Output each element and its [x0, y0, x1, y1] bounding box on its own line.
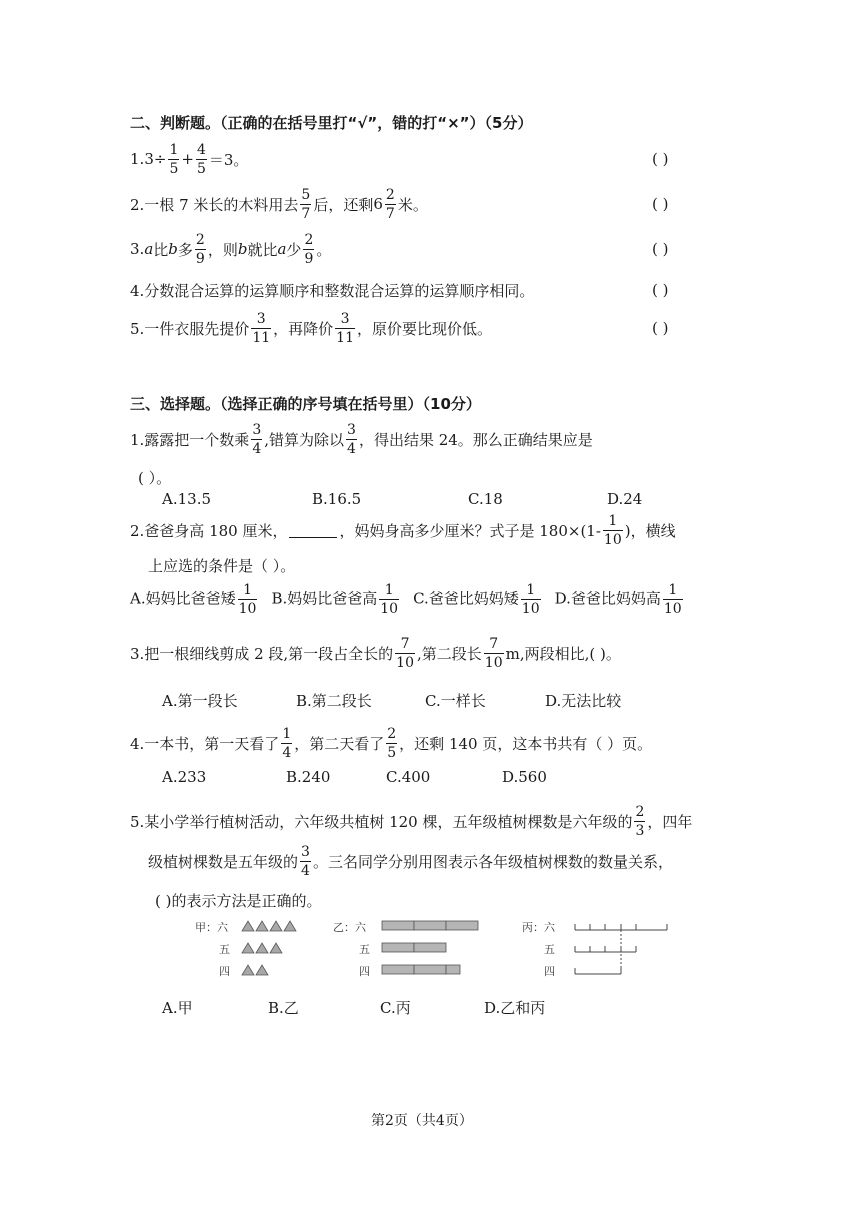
fraction: $\frac{5}{7}$	[301, 186, 311, 222]
q-text: 少	[286, 240, 302, 259]
q-text: )，横线	[624, 521, 676, 540]
q-number: 3.	[130, 240, 145, 258]
q-text: 5.一件衣服先提价	[130, 319, 250, 338]
fraction: $\frac{2}{3}$	[635, 803, 645, 839]
q-text: 米。	[397, 195, 428, 214]
fig-label: 五	[544, 943, 555, 956]
fraction: $\frac{1}{10}$	[603, 512, 622, 548]
answer-paren-4[interactable]: ( )	[652, 281, 669, 299]
fig-label: 五	[359, 943, 370, 956]
q-text: 比	[153, 240, 169, 259]
triangle-icons	[242, 921, 296, 975]
q-text: ，妈妈身高多少厘米？式子是 180×(1-	[339, 521, 601, 540]
q-text: 4.分数混合运算的运算顺序和整数混合运算的运算顺序相同。	[130, 281, 535, 300]
s3-question-4	[130, 719, 652, 767]
option[interactable]: D.560	[502, 768, 547, 786]
fraction: $\frac{7}{10}$	[484, 635, 503, 671]
s3-question-2	[130, 506, 676, 554]
fig-label: 丙：六	[522, 921, 555, 934]
option[interactable]: A.第一段长	[162, 692, 238, 710]
option[interactable]: B.妈妈比爸爸高 $\frac{1}{10}$	[271, 581, 399, 617]
s2-question-5	[130, 304, 492, 352]
fig-label: 四	[544, 965, 555, 978]
q-text: 就比	[247, 240, 278, 259]
fraction: $\frac{3}{4}$	[301, 843, 310, 879]
q-text: 4.一本书，第一天看了	[130, 734, 280, 753]
fig-label: 四	[359, 965, 370, 978]
option[interactable]: A.妈妈比爸爸矮 $\frac{1}{10}$	[130, 581, 257, 617]
q-text: 2.爸爸身高 180 厘米，	[130, 521, 288, 540]
fraction: $\frac{2}{5}$	[387, 725, 397, 761]
option[interactable]: B.乙	[268, 999, 299, 1017]
fraction: $\frac{2}{9}$	[195, 231, 205, 267]
section2-title: 二、判断题。（正确的在括号里打“√”，错的打“×”）（5分）	[130, 114, 533, 132]
q-text: ，还剩 140 页，这本书共有（ ）页。	[399, 734, 653, 753]
q-text: ，得出结果 24。那么正确结果应是	[358, 430, 593, 449]
q-text: 多	[177, 240, 193, 259]
bar-segments	[382, 921, 478, 974]
q-text: m,两段相比,( )。	[505, 644, 621, 663]
q-text: 。三名同学分别用图表示各年级植树棵数的数量关系，	[312, 852, 673, 871]
blank-line[interactable]	[289, 523, 337, 538]
option[interactable]: C.18	[468, 490, 503, 508]
q-text: 1.露露把一个数乘	[130, 430, 250, 449]
q-text: ，再降价	[273, 319, 334, 338]
q-text: 5.某小学举行植树活动，六年级共植树 120 棵，五年级植树棵数是六年级的	[130, 812, 633, 831]
var: b	[168, 240, 178, 258]
q-text: ，原价要比现价低。	[356, 319, 492, 338]
q-text: 3.把一根细线剪成 2 段,第一段占全长的	[130, 644, 394, 663]
fraction: $\frac{2}{9}$	[304, 231, 314, 267]
fraction: $\frac{1}{4}$	[282, 725, 292, 761]
option[interactable]: A.甲	[162, 999, 193, 1017]
q-text: ,错算为除以	[264, 430, 345, 449]
answer-paren-1[interactable]: ( )	[652, 150, 669, 168]
answer-paren-5[interactable]: ( )	[652, 319, 669, 337]
option[interactable]: B.240	[286, 768, 331, 786]
q-text: ，第二天看了	[294, 734, 385, 753]
q-text: ，则	[207, 240, 238, 259]
option[interactable]: D.乙和丙	[484, 999, 546, 1017]
answer-paren-2[interactable]: ( )	[652, 195, 669, 213]
fig-label: 甲：六	[195, 921, 228, 934]
s2-question-2	[130, 180, 428, 228]
answer-paren-3[interactable]: ( )	[652, 240, 669, 258]
q-text: 。	[316, 240, 332, 259]
option[interactable]: B.16.5	[312, 490, 362, 508]
option[interactable]: B.第二段长	[296, 692, 372, 710]
fraction: $\frac{4}{5}$	[196, 141, 206, 177]
option[interactable]: D.无法比较	[545, 692, 622, 710]
q-text: 后，还剩	[313, 195, 374, 214]
option[interactable]: D.24	[607, 490, 643, 508]
page-footer: 第2页（共4页）	[371, 1113, 473, 1129]
s2-question-1	[130, 135, 248, 183]
option[interactable]: C.爸爸比妈妈矮 $\frac{1}{10}$	[413, 581, 540, 617]
fraction: $\frac{3}{4}$	[252, 421, 262, 457]
fraction: $\frac{3}{4}$	[347, 421, 356, 457]
var: b	[237, 240, 248, 258]
s3-q2-answer[interactable]: 上应选的条件是（ ）。	[148, 557, 296, 575]
option[interactable]: C.400	[386, 768, 431, 786]
segment-lines	[575, 924, 667, 974]
fig-label: 乙：六	[333, 921, 366, 934]
s3-q5-answer[interactable]: ( )的表示方法是正确的。	[155, 892, 322, 910]
figure-graphics	[195, 916, 695, 980]
q-text: 级植树棵数是五年级的	[148, 852, 299, 871]
fraction: $\frac{3}{11}$	[252, 310, 271, 346]
var: a	[144, 240, 154, 258]
fraction: $\frac{3}{11}$	[336, 310, 354, 346]
q-text: ，四年	[647, 812, 693, 831]
fraction: $\frac{1}{5}$	[169, 141, 179, 177]
option[interactable]: C.丙	[380, 999, 411, 1017]
tree-planting-figure	[195, 916, 695, 980]
q-text: +	[181, 150, 194, 168]
mixed-number: 6 $\frac{2}{7}$	[373, 186, 395, 222]
s3-question-3	[130, 629, 621, 677]
q-text: 2.一根 7 米长的木料用去	[130, 195, 299, 214]
q-text: ＝3。	[208, 150, 249, 169]
fraction: $\frac{7}{10}$	[396, 635, 414, 671]
s3-q2-options	[130, 575, 685, 623]
s3-q5-line2	[148, 837, 673, 885]
fig-label: 五	[219, 943, 230, 956]
s3-question-1	[130, 415, 593, 463]
section3-title: 三、选择题。（选择正确的序号填在括号里）（10分）	[130, 395, 481, 413]
option[interactable]: A.13.5	[162, 490, 211, 508]
var: a	[277, 240, 287, 258]
q-text: 3÷	[144, 150, 167, 168]
option[interactable]: C.一样长	[425, 692, 486, 710]
q-number: 1.	[130, 150, 145, 168]
s3-q1-answer[interactable]: ( ）。	[138, 469, 172, 487]
fig-label: 四	[219, 965, 230, 978]
option[interactable]: A.233	[162, 768, 207, 786]
q-text: ,第二段长	[417, 644, 482, 663]
option[interactable]: D.爸爸比妈妈高 $\frac{1}{10}$	[554, 581, 682, 617]
